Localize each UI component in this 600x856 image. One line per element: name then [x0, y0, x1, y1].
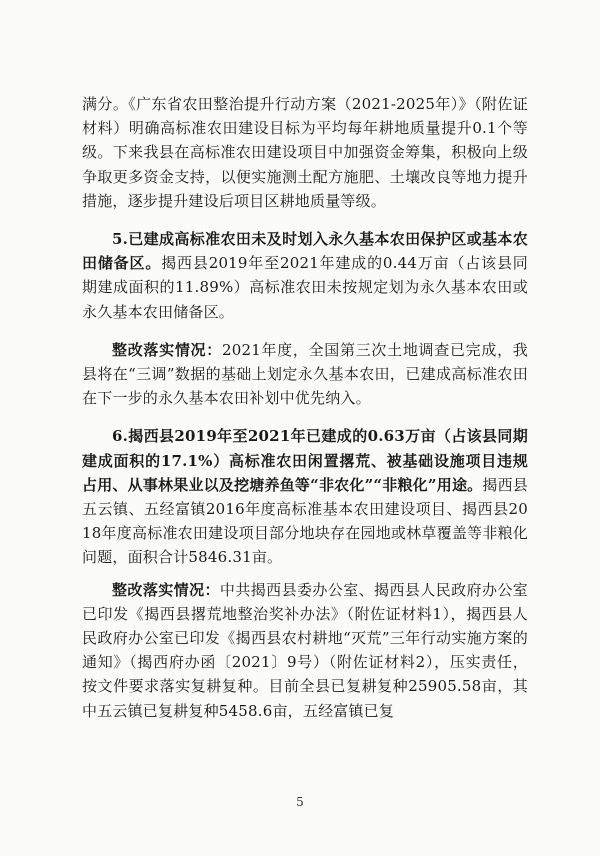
paragraph-rectification-5 [82, 338, 528, 411]
rectification-6-text: 中共揭西县委办公室、揭西县人民政府办公室已印发《揭西县撂荒地整治奖补办法》（附佐证材料1），揭西县人民政府办公室已印发《揭西县农村耕地“灭荒”三年行动实施方案的通知》（揭西府办函〔2021〕9号）（附佐证材料2），压实责任，按文件要求落实复耕复种。目前全县已复耕复种25905.58亩，其中五云镇已复耕复种5458.6亩，五经富镇已复 [82, 580, 528, 720]
issue-5-text: 揭西县2019年至2021年建成的0.44万亩（占该县同期建成面积的11.89%）高标准农田未按规定划为永久基本农田或永久基本农田储备区。 [82, 254, 528, 321]
rectification-5-label: 整改落实情况： [112, 340, 222, 359]
rectification-5-text: 2021年度，全国第三次土地调查已完成，我县将在“三调”数据的基础上划定永久基本农田，已建成高标准农田在下一步的永久基本农田补划中优先纳入。 [82, 340, 528, 408]
paragraph-rectification-6 [82, 578, 528, 723]
paragraph-issue-6 [82, 424, 528, 569]
issue-6-text: 揭西县五云镇、五经富镇2016年度高标准基本农田建设项目、揭西县2018年度高标准农田建设项目部分地块存在园地或林草覆盖等非粮化问题，面积合计5846.31亩。 [82, 475, 528, 567]
issue-5-heading: 5.已建成高标准农田未及时划入永久基本农田保护区或基本农田储备区。 [82, 230, 528, 273]
paragraph-text: 满分。《广东省农田整治提升行动方案（2021-2025年）》（附佐证材料）明确高标准农田建设目标为平均每年耕地质量提升0.1个等级。下来我县在高标准农田建设项目中加强资金筹集，积极向上级争取更多资金支持，以便实施测土配方施肥、土壤改良等地力提升措施，逐步提升建设后项目区耕地质量等级。 [82, 95, 528, 210]
rectification-6-label: 整改落实情况： [112, 580, 220, 599]
document-body [82, 92, 528, 723]
page-number: 5 [296, 795, 304, 809]
issue-6-heading: 6.揭西县2019年至2021年已建成的0.63万亩（占该县同期建成面积的17.1%）高标准农田闲置撂荒、被基础设施项目违规占用、从事林果业以及挖塘养鱼等“非农化”“非粮化”用途。 [82, 427, 528, 494]
paragraph-intro [82, 92, 528, 213]
paragraph-issue-5 [82, 227, 528, 324]
